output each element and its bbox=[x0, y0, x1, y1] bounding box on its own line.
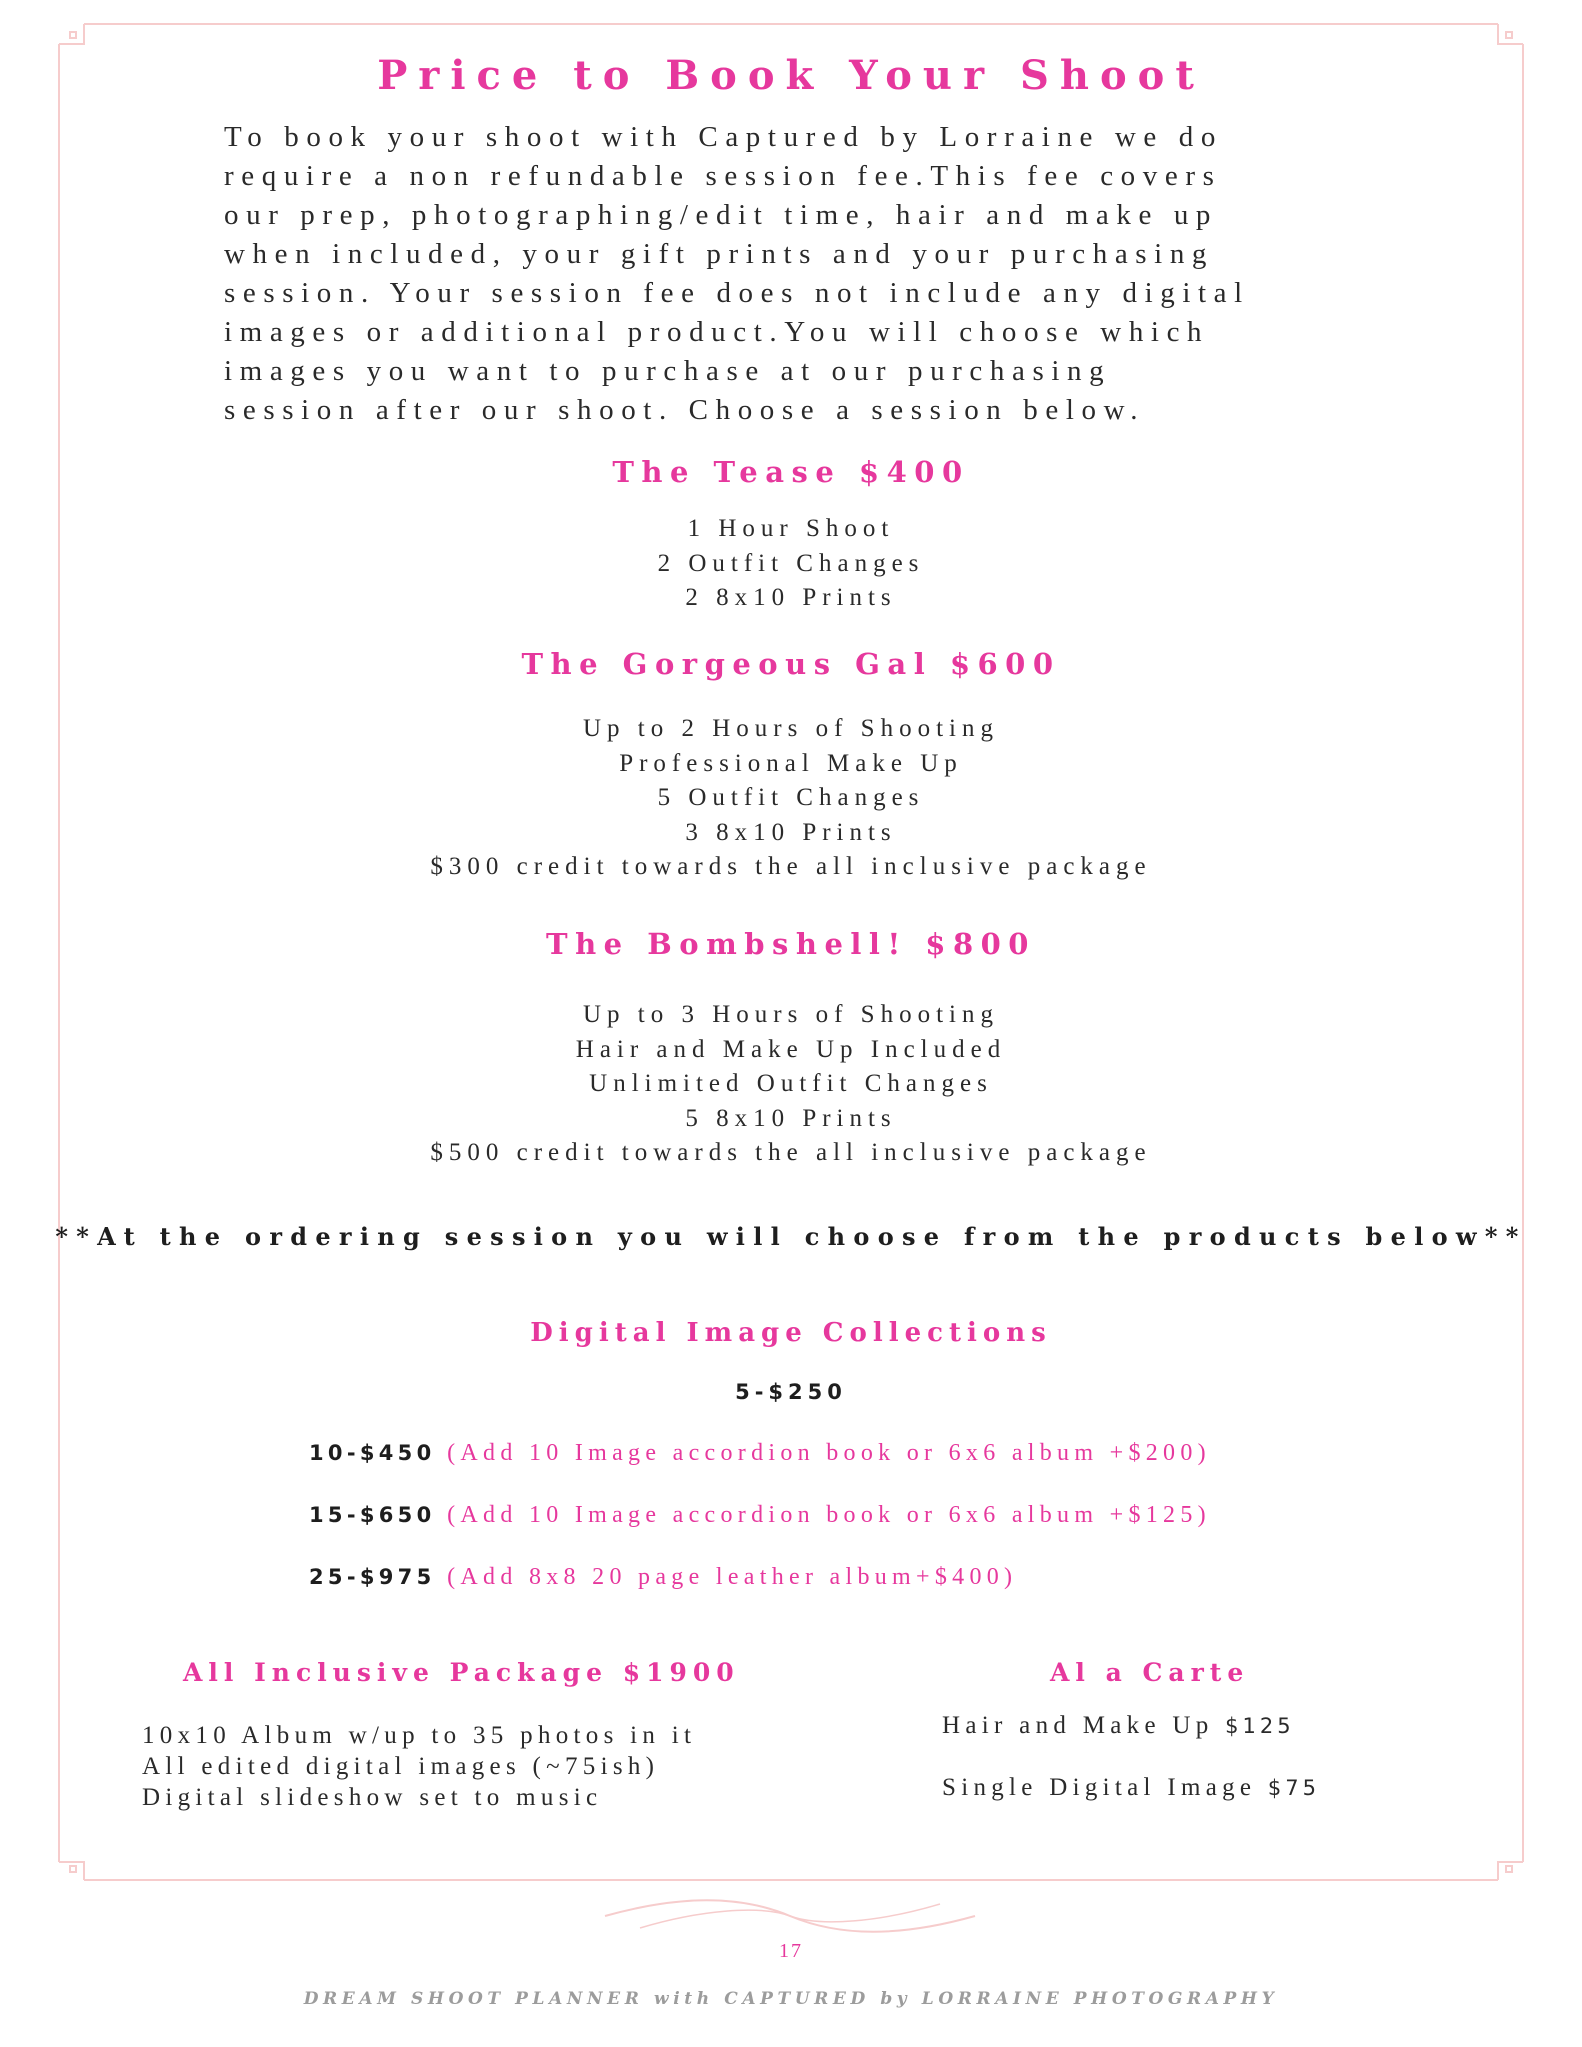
intro-line: our prep, photographing/edit time, hair and make up bbox=[224, 199, 1219, 231]
all-inclusive-list bbox=[142, 1720, 696, 1813]
intro-line: To book your shoot with Captured by Lorraine we do bbox=[224, 121, 1223, 153]
intro-line: session after our shoot. Choose a session below. bbox=[224, 394, 1146, 426]
package-title-bombshell: The Bombshell! $800 bbox=[546, 927, 1036, 961]
digital-collection-note: (Add 10 Image accordion book or 6x6 album +$200) bbox=[447, 1440, 1211, 1466]
package-list-tease bbox=[0, 512, 1582, 616]
package-item: Up to 2 Hours of Shooting bbox=[583, 715, 999, 742]
digital-collection-label: 25-$975 bbox=[309, 1565, 436, 1589]
a-la-carte-label: Hair and Make Up bbox=[942, 1712, 1214, 1739]
digital-collection-row bbox=[309, 1564, 1017, 1591]
all-inclusive-item: 10x10 Album w/up to 35 photos in it bbox=[142, 1722, 697, 1749]
package-title-tease: The Tease $400 bbox=[612, 455, 970, 489]
package-item: 3 8x10 Prints bbox=[685, 818, 897, 846]
a-la-carte-price: $125 bbox=[1225, 1714, 1295, 1738]
intro-line: when included, your gift prints and your purchasing bbox=[224, 238, 1215, 270]
digital-collection-label: 15-$650 bbox=[309, 1503, 436, 1527]
footer-text: DREAM SHOOT PLANNER with CAPTURED by LORRAINE PHOTOGRAPHY bbox=[303, 1989, 1279, 2009]
package-list-gorgeous-gal bbox=[0, 712, 1582, 885]
package-item: $300 credit towards the all inclusive package bbox=[430, 853, 1152, 880]
intro-line: session. Your session fee does not include any digital bbox=[224, 277, 1250, 309]
corner-ornament-bottom-left bbox=[59, 1862, 84, 1880]
intro-line: images you want to purchase at our purchasing bbox=[224, 355, 1112, 387]
ordering-notice: **At the ordering session you will choose from the products below** bbox=[55, 1222, 1527, 1251]
package-title-gorgeous-gal: The Gorgeous Gal $600 bbox=[521, 647, 1061, 681]
package-item: Up to 3 Hours of Shooting bbox=[583, 1001, 999, 1028]
digital-collection-row bbox=[309, 1440, 1211, 1467]
digital-collection-note: (Add 8x8 20 page leather album+$400) bbox=[447, 1564, 1018, 1590]
intro-line: images or additional product.You will choose which bbox=[224, 316, 1210, 348]
package-item: Professional Make Up bbox=[619, 749, 963, 777]
package-item: Hair and Make Up Included bbox=[575, 1035, 1007, 1063]
package-list-bombshell bbox=[0, 998, 1582, 1171]
corner-ornament-top-left bbox=[59, 24, 84, 44]
package-item: 2 8x10 Prints bbox=[685, 584, 897, 611]
all-inclusive-item: Digital slideshow set to music bbox=[142, 1784, 603, 1811]
digital-collection-note: (Add 10 Image accordion book or 6x6 album +$125) bbox=[447, 1502, 1211, 1528]
digital-collection-label: 10-$450 bbox=[309, 1441, 436, 1465]
corner-ornament-top-right bbox=[1498, 24, 1523, 44]
digital-collection-row bbox=[309, 1502, 1211, 1529]
digital-collections-title: Digital Image Collections bbox=[530, 1318, 1052, 1348]
a-la-carte-title: Al a Carte bbox=[1050, 1658, 1250, 1687]
swirl-ornament-inner bbox=[640, 1904, 940, 1928]
digital-collection-first: 5-$250 bbox=[735, 1380, 847, 1404]
intro-line: require a non refundable session fee.This fee covers bbox=[224, 160, 1222, 192]
a-la-carte-item bbox=[942, 1774, 1320, 1802]
page-number: 17 bbox=[779, 1940, 803, 1962]
corner-ornament-bottom-right bbox=[1498, 1862, 1523, 1880]
package-item: 2 Outfit Changes bbox=[657, 549, 925, 577]
package-item: 5 Outfit Changes bbox=[657, 784, 925, 811]
a-la-carte-label: Single Digital Image bbox=[942, 1774, 1257, 1801]
package-item: Unlimited Outfit Changes bbox=[589, 1070, 993, 1097]
all-inclusive-title: All Inclusive Package $1900 bbox=[183, 1658, 740, 1687]
a-la-carte-price: $75 bbox=[1267, 1776, 1320, 1800]
package-item: 1 Hour Shoot bbox=[687, 515, 895, 542]
all-inclusive-item: All edited digital images (~75ish) bbox=[142, 1753, 660, 1780]
package-item: $500 credit towards the all inclusive package bbox=[430, 1139, 1152, 1166]
intro-paragraph bbox=[224, 118, 1374, 430]
page-title: Price to Book Your Shoot bbox=[377, 52, 1205, 99]
package-item: 5 8x10 Prints bbox=[685, 1104, 897, 1132]
a-la-carte-item bbox=[942, 1712, 1295, 1740]
